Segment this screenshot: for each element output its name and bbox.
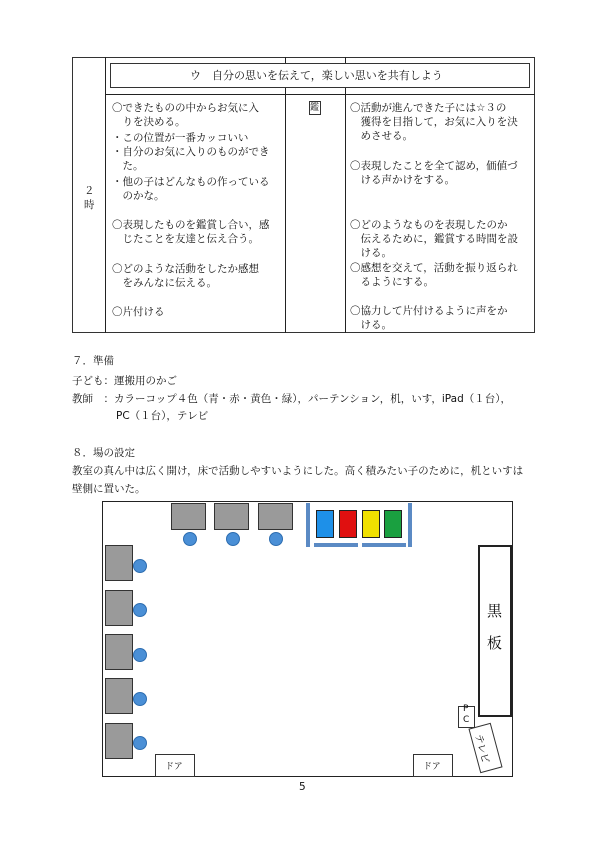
activity-text: 〇できたものの中からお気に入 <box>112 102 259 114</box>
tv-label: テレビ <box>472 733 491 765</box>
teacher-preparation-line2: PC（１台），テレビ <box>116 410 209 422</box>
partition-left <box>306 503 310 547</box>
activity-text: りを決める。 <box>112 116 186 128</box>
chair <box>133 603 147 617</box>
row-label-unit: 時 <box>84 199 95 211</box>
desk <box>105 545 133 581</box>
table-divider-right <box>345 57 346 333</box>
partition-bottom-left <box>314 543 358 547</box>
blackboard <box>478 545 512 717</box>
activity-text: のかな。 <box>112 190 165 202</box>
pc-label-c: C <box>463 715 470 725</box>
chair <box>133 648 147 662</box>
activity-text: をみんなに伝える。 <box>112 277 217 289</box>
chair <box>133 736 147 750</box>
support-text: 〇感想を交えて，活動を振り返られ <box>350 262 518 274</box>
children-preparation: 子ども：運搬用のかご <box>72 375 177 387</box>
table-divider-row-label <box>105 57 106 333</box>
support-text: 〇協力して片付けるように声をか <box>350 305 508 317</box>
blackboard-label-1: 黒 <box>487 602 503 620</box>
chair <box>269 532 283 546</box>
setup-description-line1: 教室の真ん中は広く開け，床で活動しやすいようにした。高く積みたい子のために，机といすは <box>72 465 524 477</box>
activity-text: じたことを友達と伝え合う。 <box>112 233 259 245</box>
section-heading: ウ 自分の思いを伝えて，楽しい思いを共有しよう <box>190 69 443 82</box>
table-divider-left <box>285 57 286 333</box>
desk <box>105 678 133 714</box>
cup-green <box>384 510 402 538</box>
section-7-title: ７．準備 <box>72 355 114 367</box>
support-text: るようにする。 <box>350 276 434 288</box>
pc-label-p: P <box>463 704 469 714</box>
table-header-line <box>105 94 535 95</box>
support-text: 伝えるために，鑑賞する時間を設 <box>350 233 518 245</box>
partition-right <box>408 503 412 547</box>
desk <box>171 503 206 530</box>
activity-text: 〇表現したものを鑑賞し合い，感 <box>112 219 270 231</box>
support-text: ける声かけをする。 <box>350 174 455 186</box>
support-text: ける。 <box>350 247 392 259</box>
door-right-label: ドア <box>423 762 441 772</box>
support-text: 〇活動が進んできた子には☆３の <box>350 102 507 114</box>
cup-red <box>339 510 357 538</box>
chair <box>133 692 147 706</box>
appreciation-mark-text: 鑑 <box>310 103 320 113</box>
activity-text: 〇どのような活動をしたか感想 <box>112 263 259 275</box>
page-number: 5 <box>299 781 306 793</box>
desk <box>105 723 133 759</box>
activity-text: ・自分のお気に入りのものができ <box>112 146 270 158</box>
desk <box>105 590 133 626</box>
row-label-number: ２ <box>84 185 95 197</box>
support-text: ける。 <box>350 319 392 331</box>
desk <box>214 503 249 530</box>
setup-description-line2: 壁側に置いた。 <box>72 483 146 495</box>
desk <box>105 634 133 670</box>
door-left-label: ドア <box>165 762 183 772</box>
support-text: 〇表現したことを全て認め，価値づ <box>350 160 518 172</box>
partition-bottom-right <box>362 543 406 547</box>
chair <box>226 532 240 546</box>
activity-text: ・この位置が一番カッコいい <box>112 132 249 144</box>
support-text: めさせる。 <box>350 130 413 142</box>
chair <box>183 532 197 546</box>
cup-yellow <box>362 510 380 538</box>
cup-blue <box>316 510 334 538</box>
chair <box>133 559 147 573</box>
desk <box>258 503 293 530</box>
teacher-preparation-line1: 教師 ：カラーコップ４色（青・赤・黄色・緑），パーテンション，机，いす，iPad（１台）， <box>72 393 511 405</box>
support-text: 〇どのようなものを表現したのか <box>350 219 508 231</box>
activity-text: ・他の子はどんなもの作っている <box>112 176 270 188</box>
section-8-title: ８．場の設定 <box>72 447 135 459</box>
activity-text: 〇片付ける <box>112 306 165 318</box>
support-text: 獲得を目指して，お気に入りを決 <box>350 116 518 128</box>
activity-text: た。 <box>112 160 144 172</box>
blackboard-label-2: 板 <box>487 634 503 652</box>
